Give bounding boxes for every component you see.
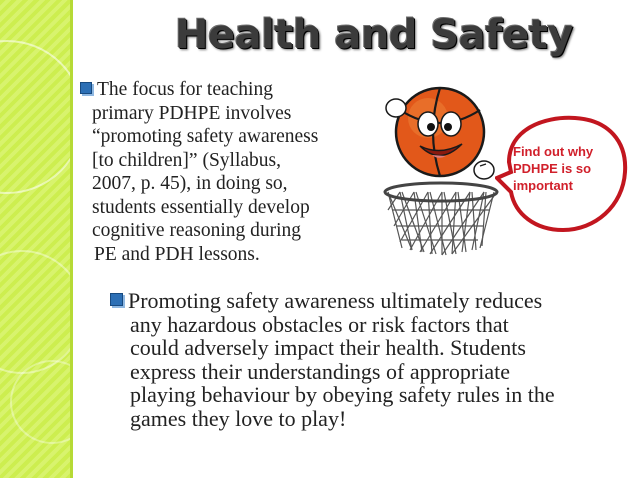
speech-bubble-line: important xyxy=(513,178,573,193)
speech-bubble-text xyxy=(513,143,623,194)
side-divider xyxy=(70,0,73,478)
slide-title: Health and Safety xyxy=(175,12,573,58)
decorative-ring xyxy=(0,40,70,194)
bullet-line: playing behaviour by obeying safety rules in the xyxy=(130,382,555,407)
bullet-line xyxy=(110,289,630,313)
bullet-line: primary PDHPE involves xyxy=(92,102,292,124)
speech-bubble xyxy=(495,108,629,240)
speech-bubble-line: PDHPE is so xyxy=(513,161,592,176)
basketball-character-icon xyxy=(380,80,500,260)
bullet-text: Promoting safety awareness ultimately reduces xyxy=(128,288,543,313)
bullet-line: cognitive reasoning during xyxy=(92,220,302,241)
bullet-line: 2007, p. 45), in doing so, xyxy=(92,173,288,194)
speech-bubble-line: Find out why xyxy=(513,144,594,159)
bullet-line: any hazardous obstacles or risk factors that xyxy=(130,311,509,337)
bullet-line xyxy=(80,78,380,102)
square-bullet-icon xyxy=(80,82,92,94)
bullet-point-2 xyxy=(110,289,630,430)
bullet-line: PE and PDH lessons. xyxy=(94,243,260,265)
bullet-line: games they love to play! xyxy=(130,405,347,431)
square-bullet-icon xyxy=(110,293,123,306)
bullet-text: The focus for teaching xyxy=(97,79,273,100)
bullet-line: [to children]” (Syllabus, xyxy=(92,149,281,171)
bullet-line: express their understandings of appropriate xyxy=(130,358,510,384)
bullet-line: students essentially develop xyxy=(92,196,310,218)
bullet-line: could adversely impact their health. Students xyxy=(130,335,526,360)
green-side-panel xyxy=(0,0,70,478)
bullet-point-1 xyxy=(80,78,380,266)
decorative-ring xyxy=(0,250,70,374)
bullet-line: “promoting safety awareness xyxy=(92,126,319,147)
